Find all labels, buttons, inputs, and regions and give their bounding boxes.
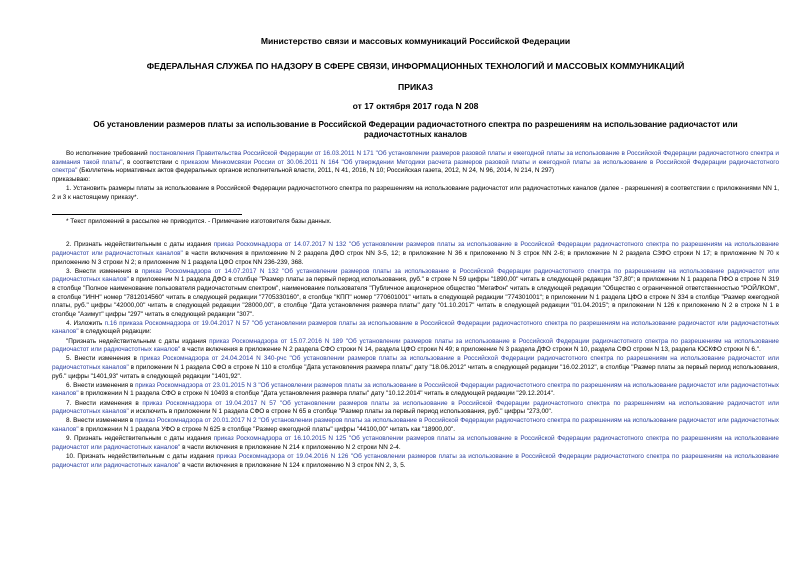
footnote-divider (52, 214, 242, 215)
spacer (52, 227, 779, 241)
document-subject: Об установлении размеров платы за использование в Российской Федерации радиочастотного спектра по разрешениям на использование радиочастот или радиочастотных каналов (93, 120, 738, 139)
link-order-125[interactable]: приказ Роскомнадзора от 16.10.2015 N 125 "Об установлении размеров платы за использование в Российской Федерации радиочастотного спектра по разрешениям на использование радиочастот или радиочастотных каналов" (52, 435, 779, 451)
document-type: ПРИКАЗ (398, 82, 433, 92)
item-8: 8. Внести изменения в приказ Роскомнадзора от 20.01.2017 N 2 "Об установлении размеров платы за использование в Российской Федерации радиочастотного спектра по разрешениям на использование радиочастот или радиочастотных каналов" в приложении N 1 раздела УФО в строке N 625 в столбце "Размер ежегодной платы" цифры "44100,00" читать как "18900,00". (52, 417, 779, 433)
link-order-126[interactable]: приказ Роскомнадзора от 19.04.2016 N 126 "Об установлении размеров платы за использование в Российской Федерации радиочастотного спектра по разрешениям на использование радиочастот или радиочастотных каналов" (52, 452, 779, 469)
document-date-number: от 17 октября 2017 года N 208 (352, 101, 479, 111)
item-2: 2. Признать недействительным с даты издания приказ Роскомнадзора от 14.07.2017 N 132 "Об установлении размеров платы за использование в Российской Федерации радиочастотного спектра по разрешениям на использование радиочастот или радиочастотных каналов" в части включения в приложение N 2 раздела ДФО строк NN 3-5, 12; в приложение N 36 к приложению N 3 строк NN 2-6; в приложение N 2 раздела СЗФО строки N 17; в приложение N 70 к приложению N 3 строки N 2; в приложение N 1 раздела ЦФО строк NN 236-239, 368. (52, 241, 780, 266)
item-9: 9. Признать недействительным с даты издания приказ Роскомнадзора от 16.10.2015 N 125 "Об установлении размеров платы за использование в Российской Федерации радиочастотного спектра по разрешениям на использование радиочастот или радиочастотных каналов" в части включения в приложение N 214 к приложению N 2 строки NN 2-4. (52, 435, 779, 451)
item-1: 1. Установить размеры платы за использование в Российской Федерации радиочастотного спектра по разрешениям на использование радиочастот или радиочастотных каналов (далее - разрешения) в соответствии с приложениями NN 1, 2 и 3 к настоящему приказу*. (52, 184, 779, 201)
ministry-name: Министерство связи и массовых коммуникаций Российской Федерации (260, 36, 571, 46)
link-government-decree-171[interactable]: постановления Правительства Российской Федерации от 16.03.2011 N 171 "Об установлении размеров разовой платы и ежегодной платы за использование в Российской Федерации радиочастотного спектра и взимания такой платы" (52, 150, 779, 166)
footnote: * Текст приложений в рассылке не приводится. - Примечание изготовителя базы данных. (66, 218, 332, 226)
item-10: 10. Признать недействительным с даты издания приказ Роскомнадзора от 19.04.2016 N 126 "Об установлении размеров платы за использование в Российской Федерации радиочастотного спектра по разрешениям на использование радиочастот или радиочастотных каналов" в части включения в приложение N 124 к приложению N 3 строк NN 2, 3, 5. (52, 452, 779, 469)
intro-paragraph: Во исполнение требований постановления Правительства Российской Федерации от 16.03.2011 N 171 "Об установлении размеров разовой платы и ежегодной платы за использование в Российской Федерации радиочастотного спектра и взимания такой платы", в соответствии с приказом Минкомсвязи России от 30.06.2011 N 164 "Об утверждении Методики расчета размеров разовой платы и ежегодной платы за использование в Российской Федерации радиочастотного спектра" (Бюллетень нормативных актов федеральных органов исполнительной власти, 2011, N 41, 2016, N 10; Российская газета, 2012, N 24, N 96, 2014, N 214, N 297) (52, 150, 779, 175)
link-order-132-b[interactable]: приказ Роскомнадзора от 14.07.2017 N 132 "Об установлении размеров платы за использование в Российской Федерации радиочастотного спектра по разрешениям на использование радиочастот или радиочастотных каналов" (52, 267, 779, 284)
order-statement: приказываю: (52, 175, 90, 183)
document-body (52, 150, 779, 470)
link-order-3[interactable]: приказ Роскомнадзора от 23.01.2015 N 3 "Об установлении размеров платы за использование в Российской Федерации радиочастотного спектра по разрешениям на использование радиочастот или радиочастотных каналов" (52, 381, 779, 398)
item-6: 6. Внести изменения в приказ Роскомнадзора от 23.01.2015 N 3 "Об установлении размеров платы за использование в Российской Федерации радиочастотного спектра по разрешениям на использование радиочастот или радиочастотных каналов" в приложении N 1 раздела СФО в строке N 10493 в столбце "Дата установления размера платы" дату "10.12.2014" читать в следующей редакции "29.12.2014". (52, 381, 779, 398)
link-order-57[interactable]: приказ Роскомнадзора от 19.04.2017 N 57 "Об установлении размеров платы за использование в Российской Федерации радиочастотного спектра по разрешениям на использование радиочастот или радиочастотных каналов" (52, 399, 779, 416)
item-5: 5. Внести изменения в приказ Роскомнадзора от 24.04.2014 N 340-рчс "Об установлении размеров платы за использование в Российской Федерации радиочастотного спектра по разрешениям на использование радиочастот или радиочастотных каналов" в приложении N 1 раздела СФО в строке N 110 в столбце "Дата установления размера платы" дату "18.06.2012" читать в следующей редакции "16.02.2012", в столбце "Размер платы за первый период использования, руб." цифры "1401,93" читать в следующей редакции "1401,92". (52, 355, 779, 380)
link-order-2[interactable]: приказ Роскомнадзора от 20.01.2017 N 2 "Об установлении размеров платы за использование в Российской Федерации радиочастотного спектра по разрешениям на использование радиочастот или радиочастотных каналов" (52, 417, 779, 433)
link-order-189[interactable]: приказ Роскомнадзора от 15.07.2016 N 189 "Об установлении размеров платы за использование в Российской Федерации радиочастотного спектра по разрешениям на использование радиочастот или радиочастотных каналов" (52, 337, 779, 354)
link-order-57-p16[interactable]: п.16 приказа Роскомнадзора от 19.04.2017 N 57 "Об установлении размеров платы за использование в Российской Федерации радиочастотного спектра по разрешениям на использование радиочастот или радиочастотных каналов" (52, 319, 779, 336)
service-name: ФЕДЕРАЛЬНАЯ СЛУЖБА ПО НАДЗОРУ В СФЕРЕ СВЯЗИ, ИНФОРМАЦИОННЫХ ТЕХНОЛОГИЙ И МАССОВЫХ КОММУНИКАЦИЙ (146, 61, 685, 71)
item-4: 4. Изложить п.16 приказа Роскомнадзора от 19.04.2017 N 57 "Об установлении размеров платы за использование в Российской Федерации радиочастотного спектра по разрешениям на использование радиочастот или радиочастотных каналов" в следующей редакции: (52, 319, 779, 336)
item-3: 3. Внести изменения в приказ Роскомнадзора от 14.07.2017 N 132 "Об установлении размеров платы за использование в Российской Федерации радиочастотного спектра по разрешениям на использование радиочастот или радиочастотных каналов" в приложении N 1 раздела ДФО в столбце "Размер платы за первый период использования, руб." в строке N 59 цифры "1890,00" читать в следующей редакции "37,80"; в приложении N 1 раздела ПФО в строке N 319 в столбце "Полное наименование пользователя радиочастотным спектром", наименование пользователя "Публичное акционерное общество "МегаФон" читать в следующей редакции "Общество с ограниченной ответственностью "РОЙЛКОМ", в столбце "ИНН" номер "7812014560" читать в следующей редакции "7705330160", в столбце "КПП" номер "770601001" читать в следующей редакции "774301001"; в приложении N 1 раздела ЦФО в строке N 334 в столбце "Размер ежегодной платы, руб." цифры "42000,00" читать в следующей редакции "28000,00", в столбце "Дата установления размера платы" дату "01.10.2017" читать в следующей редакции "01.04.2015"; в приложении N 126 к приложению N 2 в строке N 1 в столбце "Азимут" цифры "297" читать в следующей редакции "307". (52, 267, 779, 318)
item-7: 7. Внести изменения в приказ Роскомнадзора от 19.04.2017 N 57 "Об установлении размеров платы за использование в Российской Федерации радиочастотного спектра по разрешениям на использование радиочастот или радиочастотных каналов" и исключить в приложении N 1 раздела СФО в строке N 65 в столбце "Размер платы за первый период использования, руб." цифры "273,00". (52, 399, 779, 416)
item-4-quote: "Признать недействительным с даты издания приказ Роскомнадзора от 15.07.2016 N 189 "Об установлении размеров платы за использование в Российской Федерации радиочастотного спектра по разрешениям на использование радиочастот или радиочастотных каналов" в части включения в приложение N 2 раздела СФО строки N 14, раздела ЦФО строки N 49; в приложение N 3 раздела ДФО строки N 10, раздела СФО строки N 13, раздела ЮСКФО строки N 6.". (52, 337, 779, 354)
link-order-340[interactable]: приказ Роскомнадзора от 24.04.2014 N 340-рчс "Об установлении размеров платы за использование в Российской Федерации радиочастотного спектра по разрешениям на использование радиочастот или радиочастотных каналов" (52, 355, 779, 372)
link-order-132[interactable]: приказ Роскомнадзора от 14.07.2017 N 132 "Об установлении размеров платы за использование в Российской Федерации радиочастотного спектра по разрешениям на использование радиочастот или радиочастотных каналов" (52, 241, 779, 257)
link-ministry-order-164[interactable]: приказом Минкомсвязи России от 30.06.2011 N 164 "Об утверждении Методики расчета размеров разовой платы и ежегодной платы за использование в Российской Федерации радиочастотного спектра" (52, 158, 779, 175)
